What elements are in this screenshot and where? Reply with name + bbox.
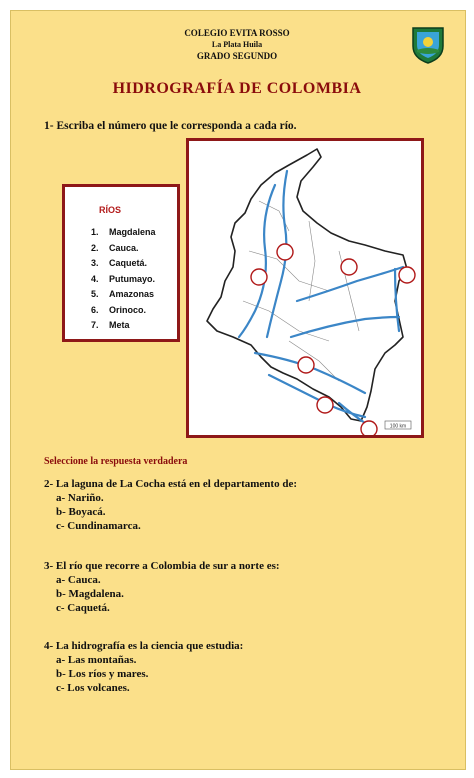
answer-circle — [251, 269, 267, 285]
question-3-option-b[interactable]: b- Magdalena. — [56, 588, 124, 600]
answer-circle — [361, 421, 377, 435]
answer-circle — [298, 357, 314, 373]
question-2-text: 2- La laguna de La Cocha está en el departamento de: — [44, 478, 297, 490]
answer-circle — [399, 267, 415, 283]
grade-label: GRADO SEGUNDO — [196, 51, 278, 61]
river-number: 7. — [91, 320, 99, 330]
river-name: Magdalena — [109, 227, 156, 237]
answer-circle — [277, 244, 293, 260]
page-title: HIDROGRAFÍA DE COLOMBIA — [112, 80, 362, 97]
scale-label: 100 km — [389, 423, 407, 430]
school-shield-logo — [411, 26, 445, 64]
rivers-legend-box — [62, 184, 180, 342]
river-item — [91, 272, 156, 288]
answer-circle — [341, 259, 357, 275]
river-number: 4. — [91, 273, 99, 284]
river-number: 2. — [91, 242, 99, 253]
question-2-option-c[interactable]: c- Cundinamarca. — [56, 520, 141, 532]
river-item — [91, 287, 156, 303]
question-4-option-a[interactable]: a- Las montañas. — [56, 654, 137, 666]
colombia-map-frame — [186, 138, 424, 438]
question-4-text: 4- La hidrografía es la ciencia que estudia: — [44, 640, 244, 652]
question-2-option-b[interactable]: b- Boyacá. — [56, 506, 106, 518]
river-number: 1. — [91, 227, 99, 237]
river-item — [91, 241, 156, 257]
question-4-option-c[interactable]: c- Los volcanes. — [56, 682, 130, 694]
question-1-text: 1- Escriba el número que le corresponda a cada río. — [44, 120, 297, 132]
river-item — [91, 318, 156, 334]
river-name: Cauca. — [109, 242, 139, 253]
river-item — [91, 256, 156, 272]
question-4-option-b[interactable]: b- Los ríos y mares. — [56, 668, 149, 680]
river-item — [91, 225, 156, 241]
rivers-legend-title: RÍOS — [99, 205, 122, 215]
colombia-river-map — [189, 141, 421, 435]
river-name: Amazonas — [109, 289, 155, 299]
river-name: Orinoco. — [109, 304, 147, 315]
river-name: Meta — [109, 320, 130, 330]
river-number: 6. — [91, 304, 99, 315]
river-name: Putumayo. — [109, 273, 156, 284]
question-3-option-c[interactable]: c- Caquetá. — [56, 602, 110, 614]
question-3-option-a[interactable]: a- Cauca. — [56, 574, 101, 586]
rivers-list — [91, 225, 156, 334]
instruction-text: Seleccione la respuesta verdadera — [44, 456, 188, 467]
school-city: La Plata Huila — [211, 40, 263, 49]
answer-circle — [317, 397, 333, 413]
river-number: 3. — [91, 258, 99, 268]
question-3-text: 3- El río que recorre a Colombia de sur a norte es: — [44, 560, 280, 572]
river-item — [91, 303, 156, 319]
school-name: COLEGIO EVITA ROSSO — [184, 28, 290, 38]
river-number: 5. — [91, 289, 99, 299]
river-name: Caquetá. — [109, 258, 148, 268]
colombia-outline — [207, 149, 407, 421]
question-2-option-a[interactable]: a- Nariño. — [56, 492, 104, 504]
